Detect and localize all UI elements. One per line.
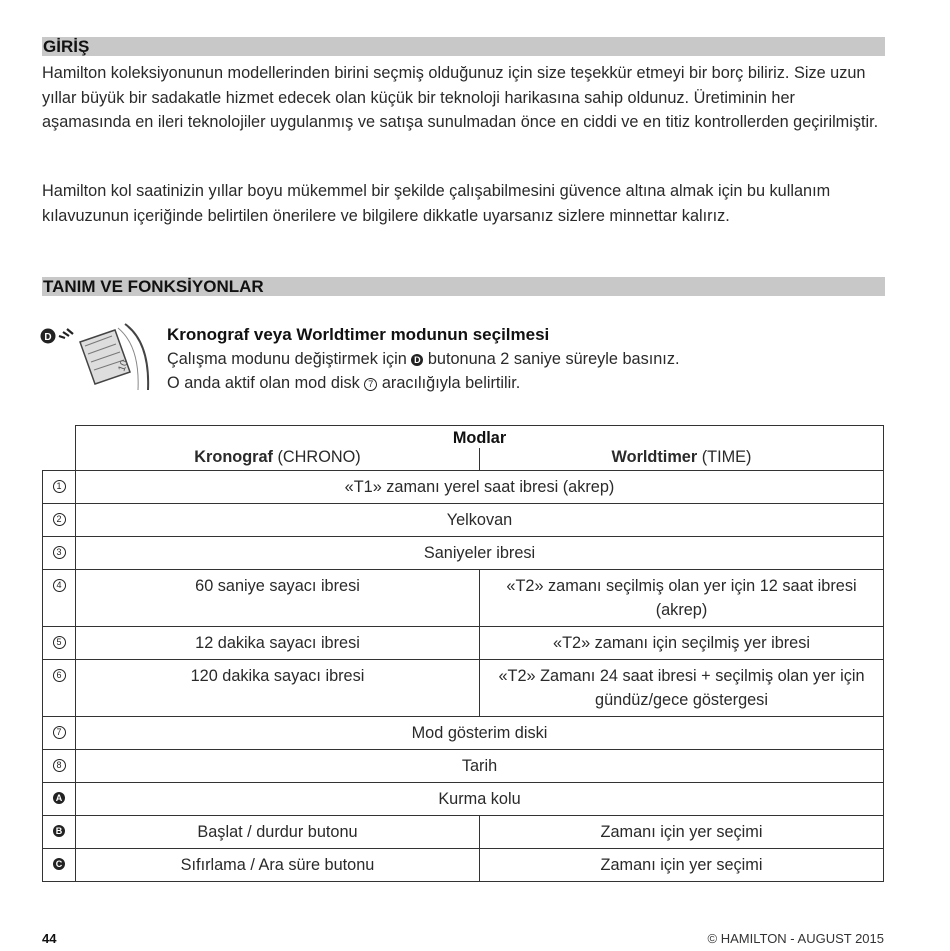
ref-7-icon: 7 [364,378,377,391]
row-marker-cell [43,717,76,750]
row-time: «T2» zamanı için seçilmiş yer ibresi [480,627,884,660]
instruction-text: butonuna 2 saniye süreyle basınız. [427,350,680,368]
row-marker-cell [43,537,76,570]
table-row [43,504,884,537]
row-chrono: 60 saniye sayacı ibresi [76,570,480,627]
row-marker-cell [43,471,76,504]
section-heading-functions: TANIM VE FONKSİYONLAR [42,277,885,296]
marker-b-icon: B [53,825,65,837]
header-title: Modlar [452,429,507,447]
modes-table [42,425,884,882]
table-row [43,783,884,816]
row-marker-cell [43,504,76,537]
row-marker-cell [43,627,76,660]
intro-paragraph-1: Hamilton koleksiyonunun modellerinden birini seçmiş olduğunuz için size teşekkür etmeyi bir borç biliriz. Size uzun yıllar büyük bir sadakatle hizmet edecek olan küçük bir teknoloji harikasına sahip oldunuz. Üretiminin her aşamasında en ileri teknolojiler uygulanmış ve satışa sunulmadan önce en ciddi ve en titiz kontrollerden geçirilmiştir. [42,64,879,131]
marker-8-icon: 8 [53,759,66,772]
watch-crown-icon [40,322,152,392]
marker-5-icon: 5 [53,636,66,649]
table-header-row [43,426,884,471]
header-chrono-mode: (CHRONO) [277,448,361,466]
table-row [43,471,884,504]
header-chrono-bold: Kronograf [194,448,273,466]
table-row [43,717,884,750]
table-row [43,750,884,783]
intro-body-2 [42,179,888,228]
section-heading-intro: GİRİŞ [42,37,885,56]
page-number: 44 [42,931,57,946]
marker-4-icon: 4 [53,579,66,592]
table-row [43,537,884,570]
row-marker-cell [43,750,76,783]
row-chrono: 120 dakika sayacı ibresi [76,660,480,717]
marker-a-icon: A [53,792,65,804]
header-time-bold: Worldtimer [611,448,698,466]
marker-1-icon: 1 [53,480,66,493]
header-chrono [76,448,480,470]
instruction-text: O anda aktif olan mod disk [167,374,360,392]
row-chrono: 12 dakika sayacı ibresi [76,627,480,660]
row-time: Zamanı için yer seçimi [480,849,884,882]
marker-c-icon: C [53,858,65,870]
row-text: Mod gösterim diski [76,717,884,750]
mode-selection-title: Kronograf veya Worldtimer modunun seçilmesi [167,325,550,344]
row-time: «T2» zamanı seçilmiş olan yer için 12 saat ibresi (akrep) [480,570,884,627]
row-marker-cell [43,849,76,882]
copyright: © HAMILTON - AUGUST 2015 [707,931,884,946]
row-chrono: Sıfırlama / Ara süre butonu [76,849,480,882]
crown-illustration [40,322,152,392]
marker-3-icon: 3 [53,546,66,559]
row-time: Zamanı için yer seçimi [480,816,884,849]
header-time [480,448,883,470]
table-row [43,627,884,660]
button-d-icon: D [411,354,423,366]
instruction-text: aracılığıyla belirtilir. [381,374,521,392]
instruction-text: Çalışma modunu değiştirmek için [167,350,407,368]
marker-7-icon: 7 [53,726,66,739]
row-text: Saniyeler ibresi [76,537,884,570]
svg-text:10: 10 [116,358,131,374]
row-chrono: Başlat / durdur butonu [76,816,480,849]
row-text: Kurma kolu [76,783,884,816]
table-row [43,660,884,717]
header-columns [76,448,883,470]
row-marker-cell [43,570,76,627]
table-row [43,849,884,882]
crown-label: D [44,332,52,343]
intro-paragraph-2: Hamilton kol saatinizin yıllar boyu mükemmel bir şekilde çalışabilmesini güvence altına almak için bu kullanım kılavuzunun içeriğinde belirtilen önerilere ve bilgilere dikkatle uyarsanız sizlere minnettar kalırız. [42,182,831,225]
header-modes-cell [76,426,884,471]
marker-6-icon: 6 [53,669,66,682]
marker-2-icon: 2 [53,513,66,526]
row-text: Yelkovan [76,504,884,537]
mode-instruction-line-1 [167,350,679,369]
row-marker-cell [43,783,76,816]
table-row [43,570,884,627]
row-text: Tarih [76,750,884,783]
row-marker-cell [43,660,76,717]
table-row [43,816,884,849]
intro-body [42,61,888,135]
header-time-mode: (TIME) [701,448,752,466]
row-time: «T2» Zamanı 24 saat ibresi + seçilmiş olan yer için gündüz/gece göstergesi [480,660,884,717]
row-text: «T1» zamanı yerel saat ibresi (akrep) [76,471,884,504]
header-empty-cell [43,426,76,471]
mode-instruction-line-2 [167,374,520,393]
row-marker-cell [43,816,76,849]
